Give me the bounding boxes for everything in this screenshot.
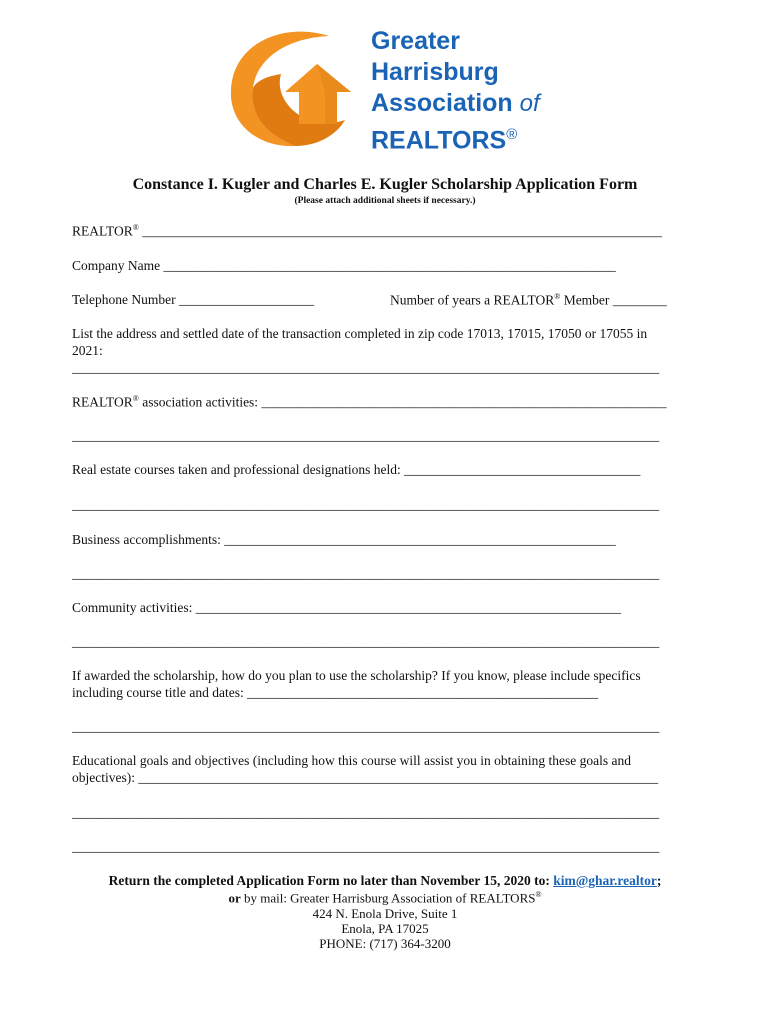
- association-activities-field[interactable]: REALTOR® association activities: ____________________________________________________________: [72, 394, 667, 410]
- phone-number: PHONE: (717) 364-3200: [319, 936, 451, 951]
- educational-goals-continued-2[interactable]: _______________________________________________________________________________________: [72, 839, 660, 854]
- logo-line-4: REALTORS®: [371, 126, 518, 155]
- logo-line-2: Harrisburg: [371, 58, 499, 86]
- form-subtitle: (Please attach additional sheets if necessary.): [294, 196, 476, 206]
- mail-address-line-2: Enola, PA 17025: [341, 921, 429, 936]
- realtor-name-field[interactable]: REALTOR® _____________________________________________________________________________: [72, 223, 662, 239]
- educational-goals-question: Educational goals and objectives (including how this course will assist you in obtaining these goals and: [72, 753, 632, 768]
- logo-line-3: Association of: [371, 89, 540, 117]
- address-question-line-2: 2021:: [72, 343, 103, 358]
- telephone-field[interactable]: Telephone Number ____________________: [72, 292, 315, 307]
- business-accomplishments-field[interactable]: Business accomplishments: __________________________________________________________: [72, 532, 616, 547]
- courses-designations-continued[interactable]: _______________________________________________________________________________________: [72, 497, 660, 512]
- form-title: Constance I. Kugler and Charles E. Kugler Scholarship Application Form: [132, 176, 638, 193]
- address-answer-field[interactable]: _______________________________________________________________________________________: [72, 360, 660, 375]
- scholarship-use-question: If awarded the scholarship, how do you plan to use the scholarship? If you know, please include specifics: [72, 668, 641, 683]
- logo-wordmark: [371, 26, 540, 156]
- scholarship-use-field[interactable]: including course title and dates: ____________________________________________________: [72, 685, 599, 700]
- email-link[interactable]: kim@ghar.realtor: [553, 873, 657, 888]
- address-question-line-1: List the address and settled date of the transaction completed in zip code 17013, 17015, 17050 or 17055 in: [72, 326, 648, 341]
- community-activities-field[interactable]: Community activities: _______________________________________________________________: [72, 600, 621, 615]
- association-activities-continued[interactable]: _______________________________________________________________________________________: [72, 428, 660, 443]
- scholarship-use-continued[interactable]: _______________________________________________________________________________________: [72, 719, 660, 734]
- mail-instructions: or by mail: Greater Harrisburg Association of REALTORS®: [228, 890, 542, 906]
- return-instructions: Return the completed Application Form no later than November 15, 2020 to: kim@ghar.realtor;: [108, 873, 662, 888]
- educational-goals-continued-1[interactable]: _______________________________________________________________________________________: [72, 805, 660, 820]
- logo-line-1: Greater: [371, 27, 460, 55]
- house-swoosh-icon: [225, 22, 365, 152]
- educational-goals-field[interactable]: objectives): _____________________________________________________________________________: [72, 770, 659, 785]
- business-accomplishments-continued[interactable]: _______________________________________________________________________________________: [72, 566, 660, 581]
- community-activities-continued[interactable]: _______________________________________________________________________________________: [72, 634, 660, 649]
- gharealtors-logo: [225, 22, 555, 155]
- mail-address-line-1: 424 N. Enola Drive, Suite 1: [312, 906, 458, 921]
- years-realtor-field[interactable]: Number of years a REALTOR® Member ________: [390, 292, 667, 308]
- courses-designations-field[interactable]: Real estate courses taken and professional designations held: ___________________________________: [72, 462, 641, 477]
- company-name-field[interactable]: Company Name ___________________________________________________________________: [72, 258, 616, 273]
